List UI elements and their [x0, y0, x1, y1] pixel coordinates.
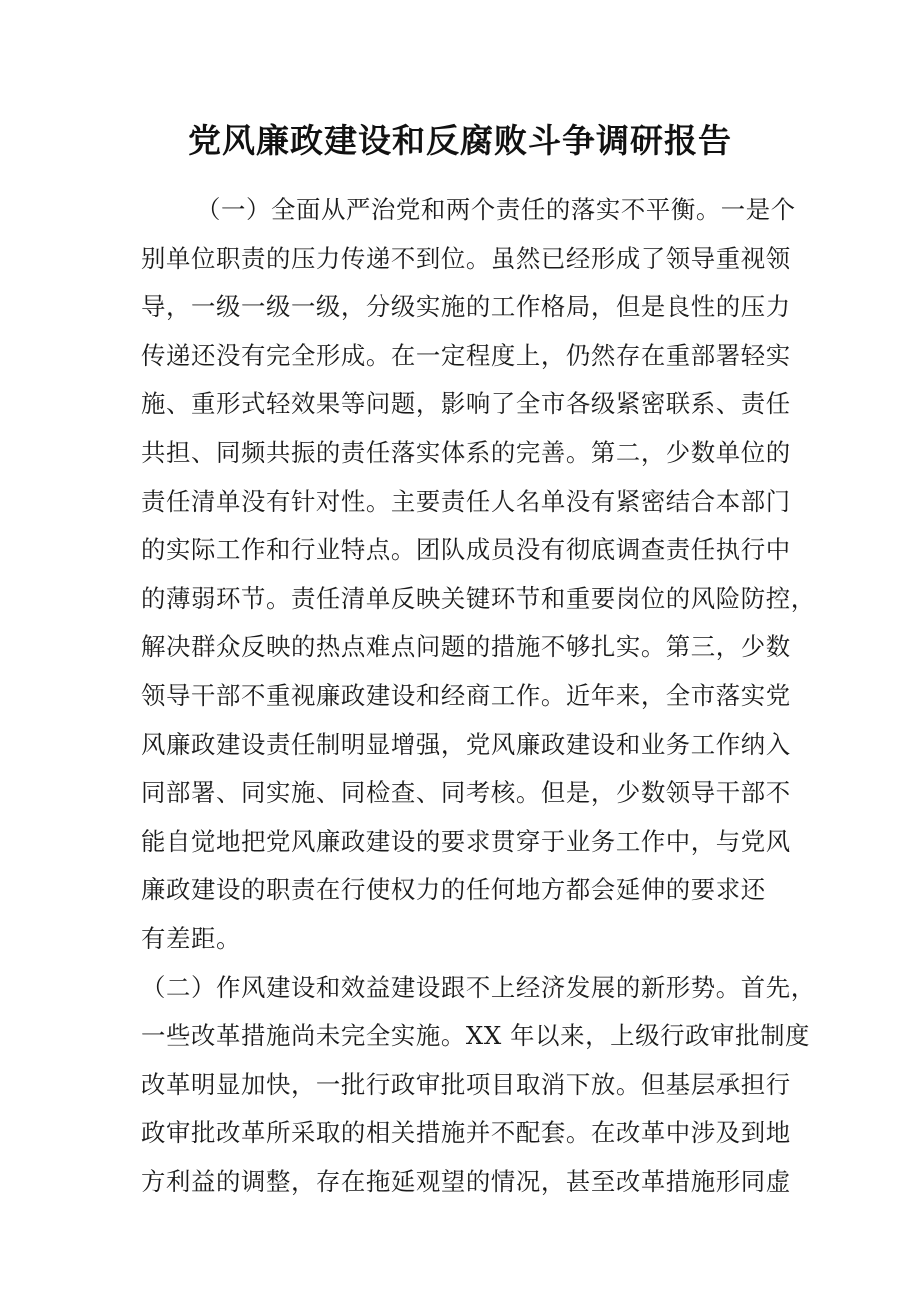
- text-line: （一）全面从严治党和两个责任的落实不平衡。一是个: [196, 195, 796, 224]
- paragraph-1: [141, 186, 816, 964]
- text-line: 一些改革措施尚未完全实施。XX 年以来，上级行政审批制度: [141, 1021, 811, 1051]
- text-line: 风廉政建设责任制明显增强，党风廉政建设和业务工作纳入: [141, 729, 791, 759]
- text-line: 传递还没有完全形成。在一定程度上，仍然存在重部署轻实: [141, 340, 791, 370]
- text-line: 责任清单没有针对性。主要责任人名单没有紧密结合本部门: [141, 486, 791, 516]
- text-line: 的薄弱环节。责任清单反映关键环节和重要岗位的风险防控，: [141, 583, 816, 613]
- text-line: 施、重形式轻效果等问题，影响了全市各级紧密联系、责任: [141, 389, 791, 419]
- text-line: 廉政建设的职责在行使权力的任何地方都会延伸的要求还: [141, 875, 766, 905]
- text-line: 共担、同频共振的责任落实体系的完善。第二，少数单位的: [141, 437, 791, 467]
- text-line: 导，一级一级一级，分级实施的工作格局，但是良性的压力: [141, 292, 791, 322]
- text-line: （二）作风建设和效益建设跟不上经济发展的新形势。首先，: [141, 972, 816, 1002]
- text-line: 同部署、同实施、同检查、同考核。但是，少数领导干部不: [141, 778, 791, 808]
- text-line: 改革明显加快，一批行政审批项目取消下放。但基层承担行: [141, 1069, 791, 1099]
- text-line: 领导干部不重视廉政建设和经商工作。近年来，全市落实党: [141, 680, 791, 710]
- document-title: 党风廉政建设和反腐败斗争调研报告: [188, 121, 732, 160]
- text-line: 政审批改革所采取的相关措施并不配套。在改革中涉及到地: [141, 1118, 791, 1148]
- text-line: 别单位职责的压力传递不到位。虽然已经形成了领导重视领: [141, 243, 791, 273]
- text-line: 有差距。: [141, 923, 241, 953]
- text-line: 的实际工作和行业特点。团队成员没有彻底调查责任执行中: [141, 535, 791, 565]
- text-line: 能自觉地把党风廉政建设的要求贯穿于业务工作中，与党风: [141, 826, 791, 856]
- text-line: 解决群众反映的热点难点问题的措施不够扎实。第三，少数: [141, 632, 791, 662]
- document-body: [141, 186, 816, 1206]
- paragraph-2: [141, 964, 816, 1207]
- text-line: 方利益的调整，存在拖延观望的情况，甚至改革措施形同虚: [141, 1166, 791, 1196]
